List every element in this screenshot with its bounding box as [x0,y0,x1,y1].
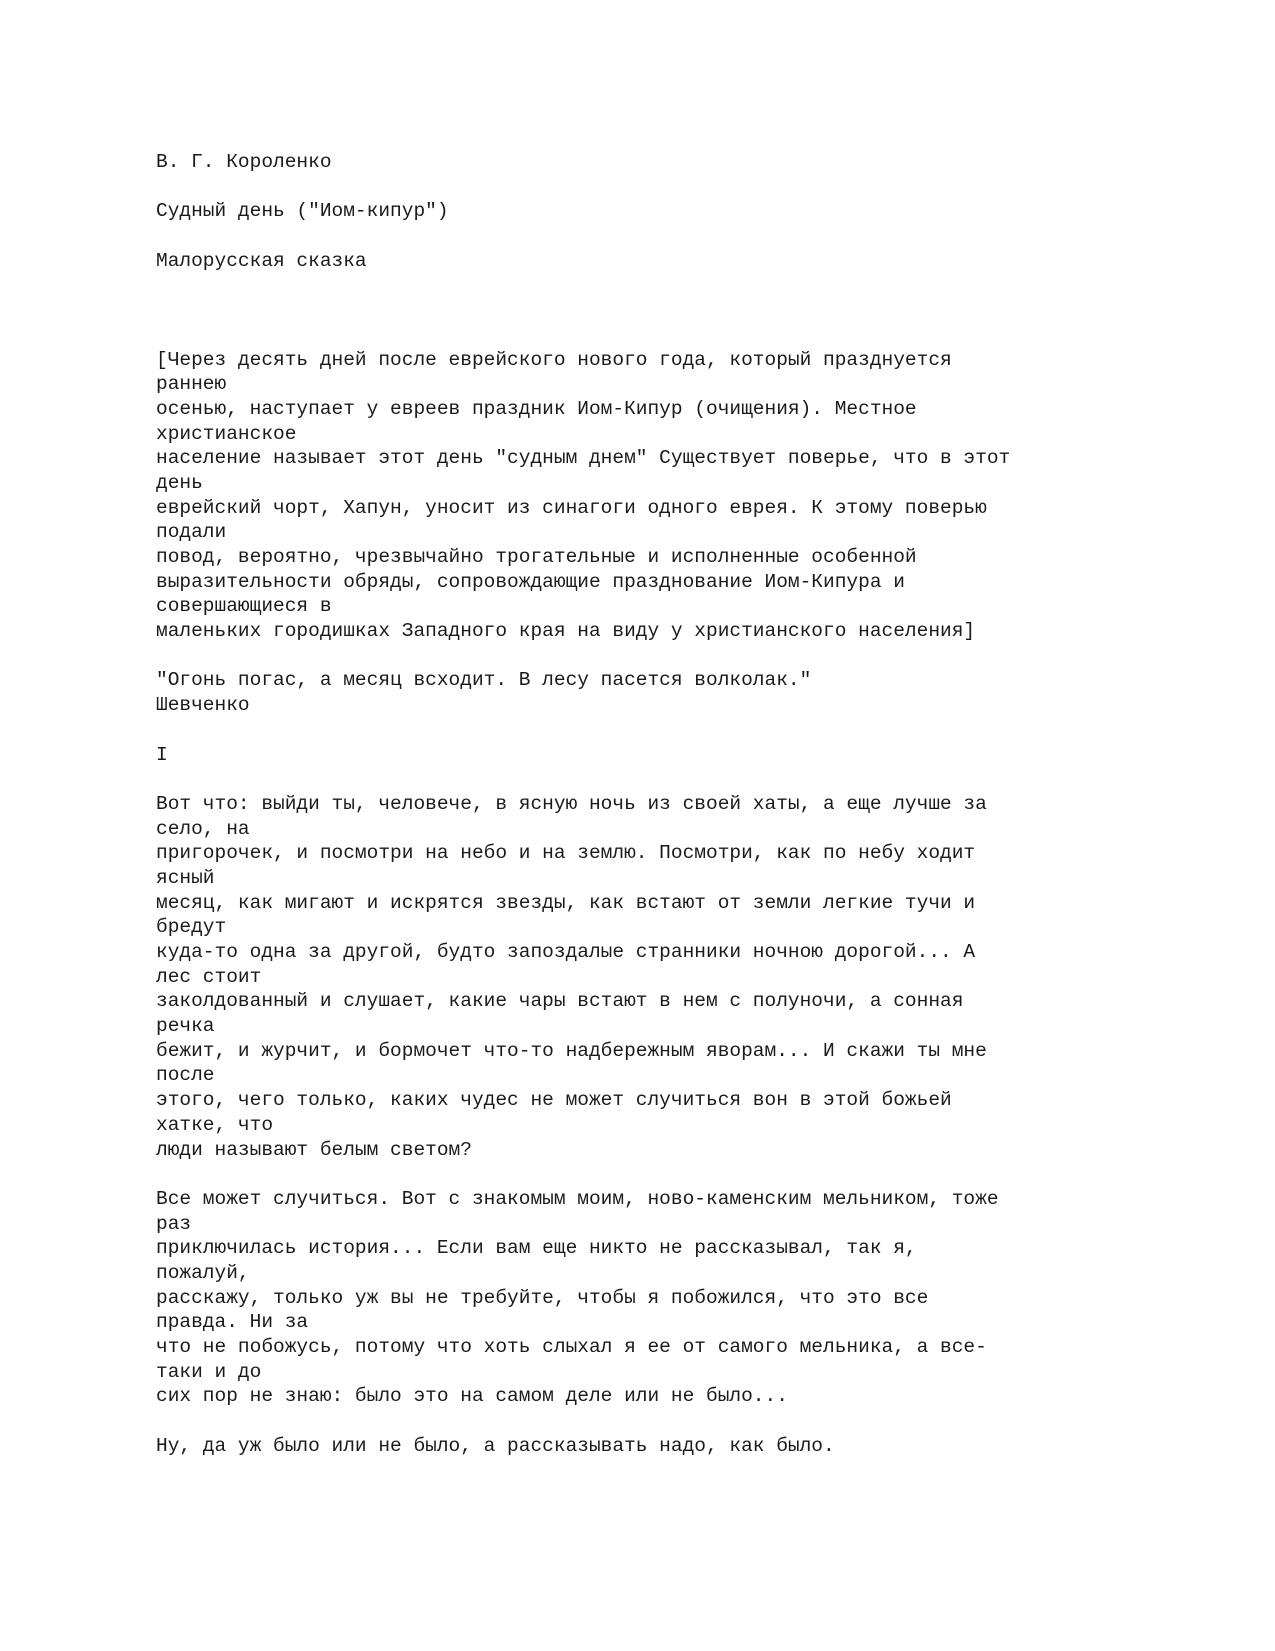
intro-line: население называет этот день "судным днем" Существует поверье, что в этот [156,447,1011,470]
intro-note [156,348,1256,644]
paragraph-line: заколдованный и слушает, какие чары встают в нем с полуночи, а сонная [156,990,964,1013]
paragraph-3: Ну, да уж было или не было, а рассказывать надо, как было. [156,1434,835,1457]
intro-line: выразительности обряды, сопровождающие празднование Иом-Кипура и [156,570,905,593]
paragraph-line: приключилась история... Если вам еще никто не рассказывал, так я, [156,1237,917,1260]
blank-line [156,1409,1256,1434]
epigraph-quote: "Огонь погас, а месяц всходит. В лесу пасется волколак." [156,669,812,692]
blank-line [156,767,1256,792]
blank-line [156,718,1256,743]
paragraph-line: Все может случиться. Вот с знакомым моим, ново-каменским мельником, тоже [156,1187,999,1210]
paragraph-line: бредут [156,916,227,939]
paragraph-line: месяц, как мигают и искрятся звезды, как встают от земли легкие тучи и [156,891,976,914]
document-text [156,150,1256,1458]
paragraph-line: этого, чего только, каких чудес не может случиться вон в этой божьей [156,1089,952,1112]
paragraph-line: сих пор не знаю: было это на самом деле или не было... [156,1385,788,1408]
intro-line: еврейский чорт, Хапун, уносит из синагоги одного еврея. К этому поверью [156,496,987,519]
paragraph-line: пожалуй, [156,1261,250,1284]
intro-line: [Через десять дней после еврейского нового года, который празднуется [156,348,952,371]
author-line: В. Г. Короленко [156,151,332,173]
paragraph-line: что не побожусь, потому что хоть слыхал я ее от самого мельника, а все- [156,1336,987,1359]
intro-line: маленьких городишках Западного края на виду у христианского населения] [156,620,976,643]
epigraph [156,668,1256,717]
paragraph-line: пригорочек, и посмотри на небо и на землю. Посмотри, как по небу ходит [156,842,976,865]
epigraph-source: Шевченко [156,694,250,717]
intro-line: совершающиеся в [156,595,332,618]
paragraph-line: Вот что: выйди ты, человече, в ясную ночь из своей хаты, а еще лучше за [156,792,987,815]
paragraph-line: после [156,1064,215,1087]
paragraph-line: люди называют белым светом? [156,1138,472,1161]
intro-line: повод, вероятно, чрезвычайно трогательные и исполненные особенной [156,546,917,569]
paragraph-line: ясный [156,866,215,889]
paragraph-1 [156,792,1256,1162]
blank-line [156,175,1256,200]
intro-line: раннею [156,373,227,396]
blank-line [156,1162,1256,1187]
intro-line: христианское [156,422,297,445]
paragraph-line: расскажу, только уж вы не требуйте, чтобы я побожился, что это все [156,1286,929,1309]
paragraph-line: речка [156,1015,215,1038]
paragraph-2 [156,1187,1256,1409]
paragraph-line: таки и до [156,1360,262,1383]
intro-line: осенью, наступает у евреев праздник Иом-Кипур (очищения). Местное [156,397,917,420]
chapter-number: I [156,743,168,766]
paragraph-line: бежит, и журчит, и бормочет что-то надбережным яворам... И скажи ты мне [156,1039,987,1062]
intro-line: день [156,471,203,494]
paragraph-line: раз [156,1212,192,1235]
paragraph-line: лес стоит [156,965,262,988]
story-title: Судный день ("Иом-кипур") [156,200,449,223]
blank-line [156,224,1256,249]
paragraph-line: правда. Ни за [156,1311,309,1334]
paragraph-line: село, на [156,817,250,840]
story-subtitle: Малорусская сказка [156,249,367,272]
paragraph-line: куда-то одна за другой, будто запоздалые странники ночною дорогой... А [156,941,976,964]
paragraph-line: хатке, что [156,1113,274,1136]
blank-line [156,644,1256,669]
blank-gap [156,273,1256,347]
intro-line: подали [156,521,227,544]
